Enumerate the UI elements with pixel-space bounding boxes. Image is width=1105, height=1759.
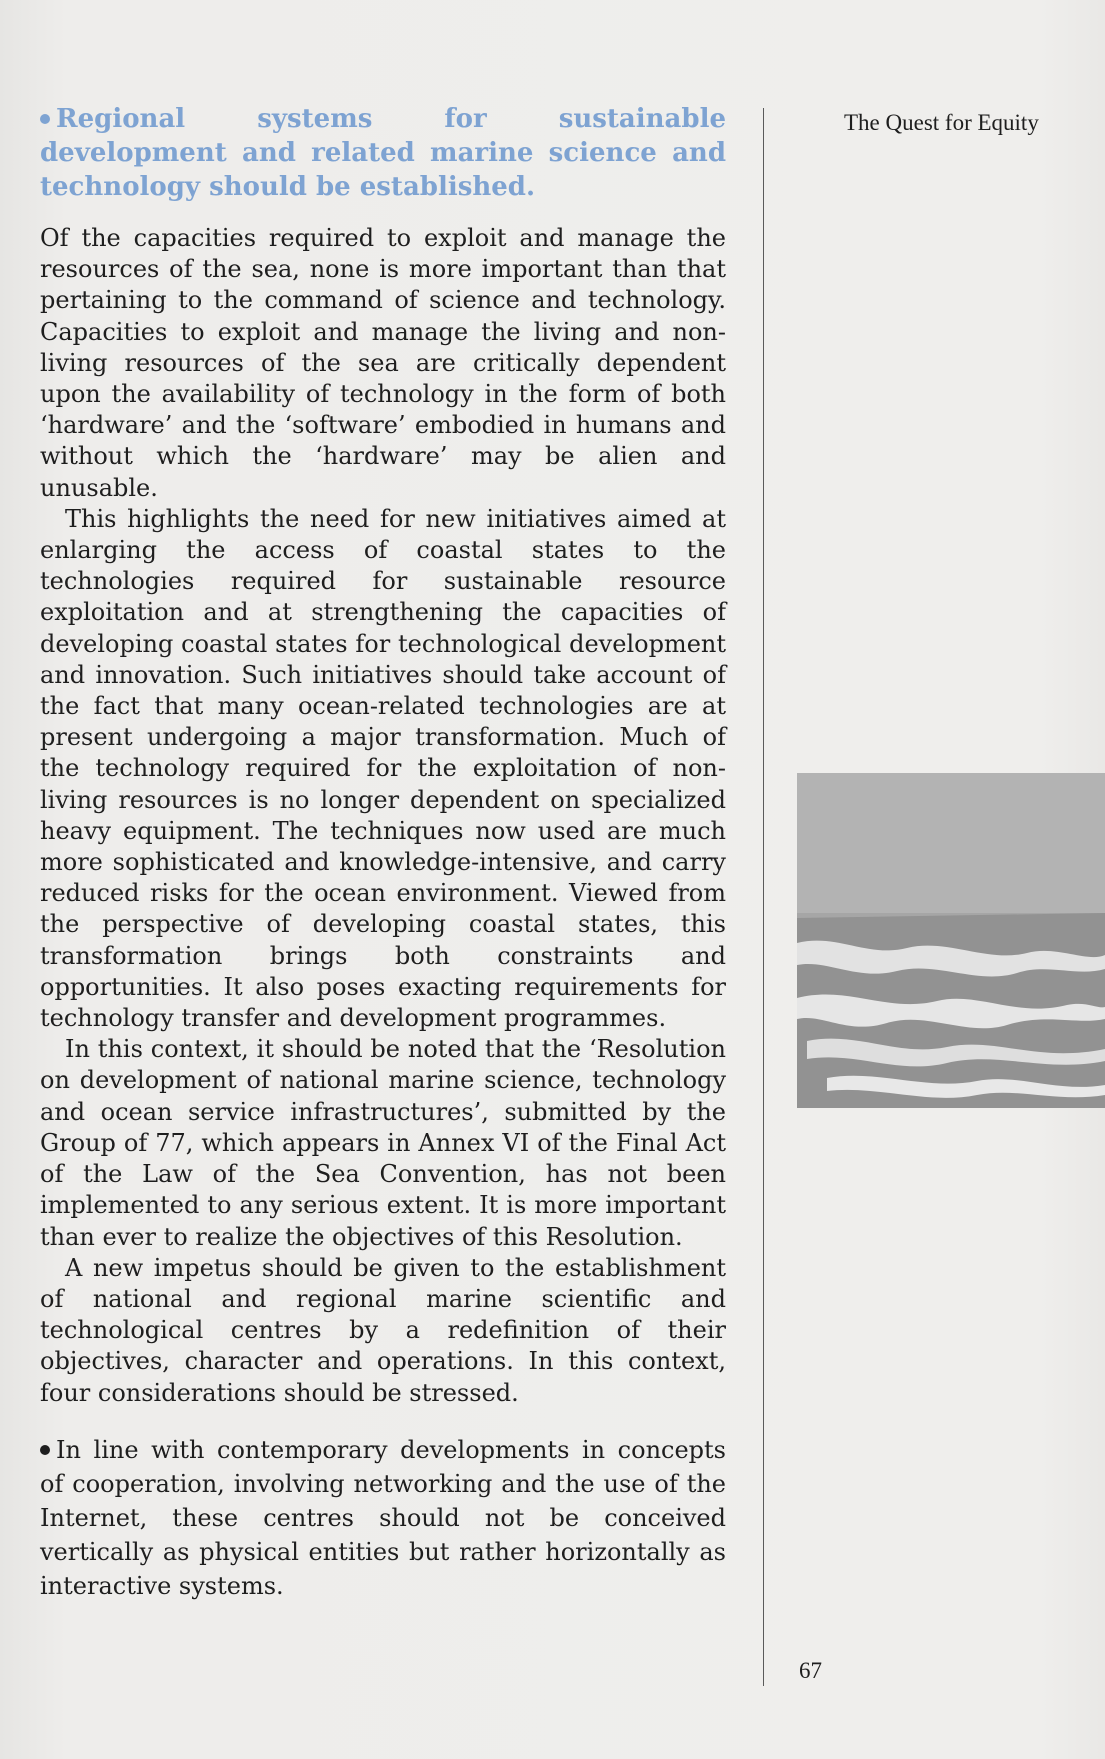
page-number: 67 xyxy=(799,1658,822,1683)
paragraph: In this context, it should be noted that the ‘Resolution on development of national marine science, technology and ocean service infrastructures’, submitted by the Group of 77, which appears in Annex VI of the Final Act of the Law of the Sea Convention, has not been implemented to any serious extent. It is more important than ever to realize the objectives of this Resolution. xyxy=(40,1035,726,1251)
section-headline xyxy=(40,102,726,204)
sea-photo-sky xyxy=(797,773,1105,913)
closing-bullet xyxy=(40,1433,726,1603)
sea-photo xyxy=(797,773,1105,1108)
headline-text: Regional systems for sustainable development and related marine science and technology should be established. xyxy=(40,104,726,202)
column-divider xyxy=(763,108,764,1686)
bullet-icon xyxy=(40,1445,50,1455)
paragraph: Of the capacities required to exploit and manage the resources of the sea, none is more important than that pertaining to the command of science and technology. Capacities to exploit and manage the living and non-living resources of the sea are critically dependent upon the availability of technology in the form of both ‘hardware’ and the ‘software’ embodied in humans and without which the ‘hardware’ may be alien and unusable. xyxy=(40,224,726,502)
running-head: The Quest for Equity xyxy=(844,110,1039,135)
closing-bullet-text: In line with contemporary developments in concepts of cooperation, involving networking and the use of the Internet, these centres should not be conceived vertically as physical entities but rather horizontally as interactive systems. xyxy=(40,1435,726,1600)
paragraph: This highlights the need for new initiatives aimed at enlarging the access of coastal states to the technologies required for sustainable resource exploitation and at strengthening the capacities of developing coastal states for technological development and innovation. Such initiatives should take account of the fact that many ocean-related technologies are at present undergoing a major transformation. Much of the technology required for the exploitation of non-living resources is no longer dependent on specialized heavy equipment. The techniques now used are much more sophisticated and knowledge-intensive, and carry reduced risks for the ocean environment. Viewed from the perspective of developing coastal states, this transformation brings both constraints and opportunities. It also poses exacting requirements for technology transfer and development programmes. xyxy=(40,504,726,1033)
paragraph: A new impetus should be given to the establishment of national and regional marine scientific and technological centres by a redefinition of their objectives, character and operations. In this context, four considerations should be stressed. xyxy=(40,1253,726,1407)
main-column xyxy=(40,102,726,1603)
body-text xyxy=(40,223,726,1409)
bullet-icon xyxy=(40,114,50,124)
